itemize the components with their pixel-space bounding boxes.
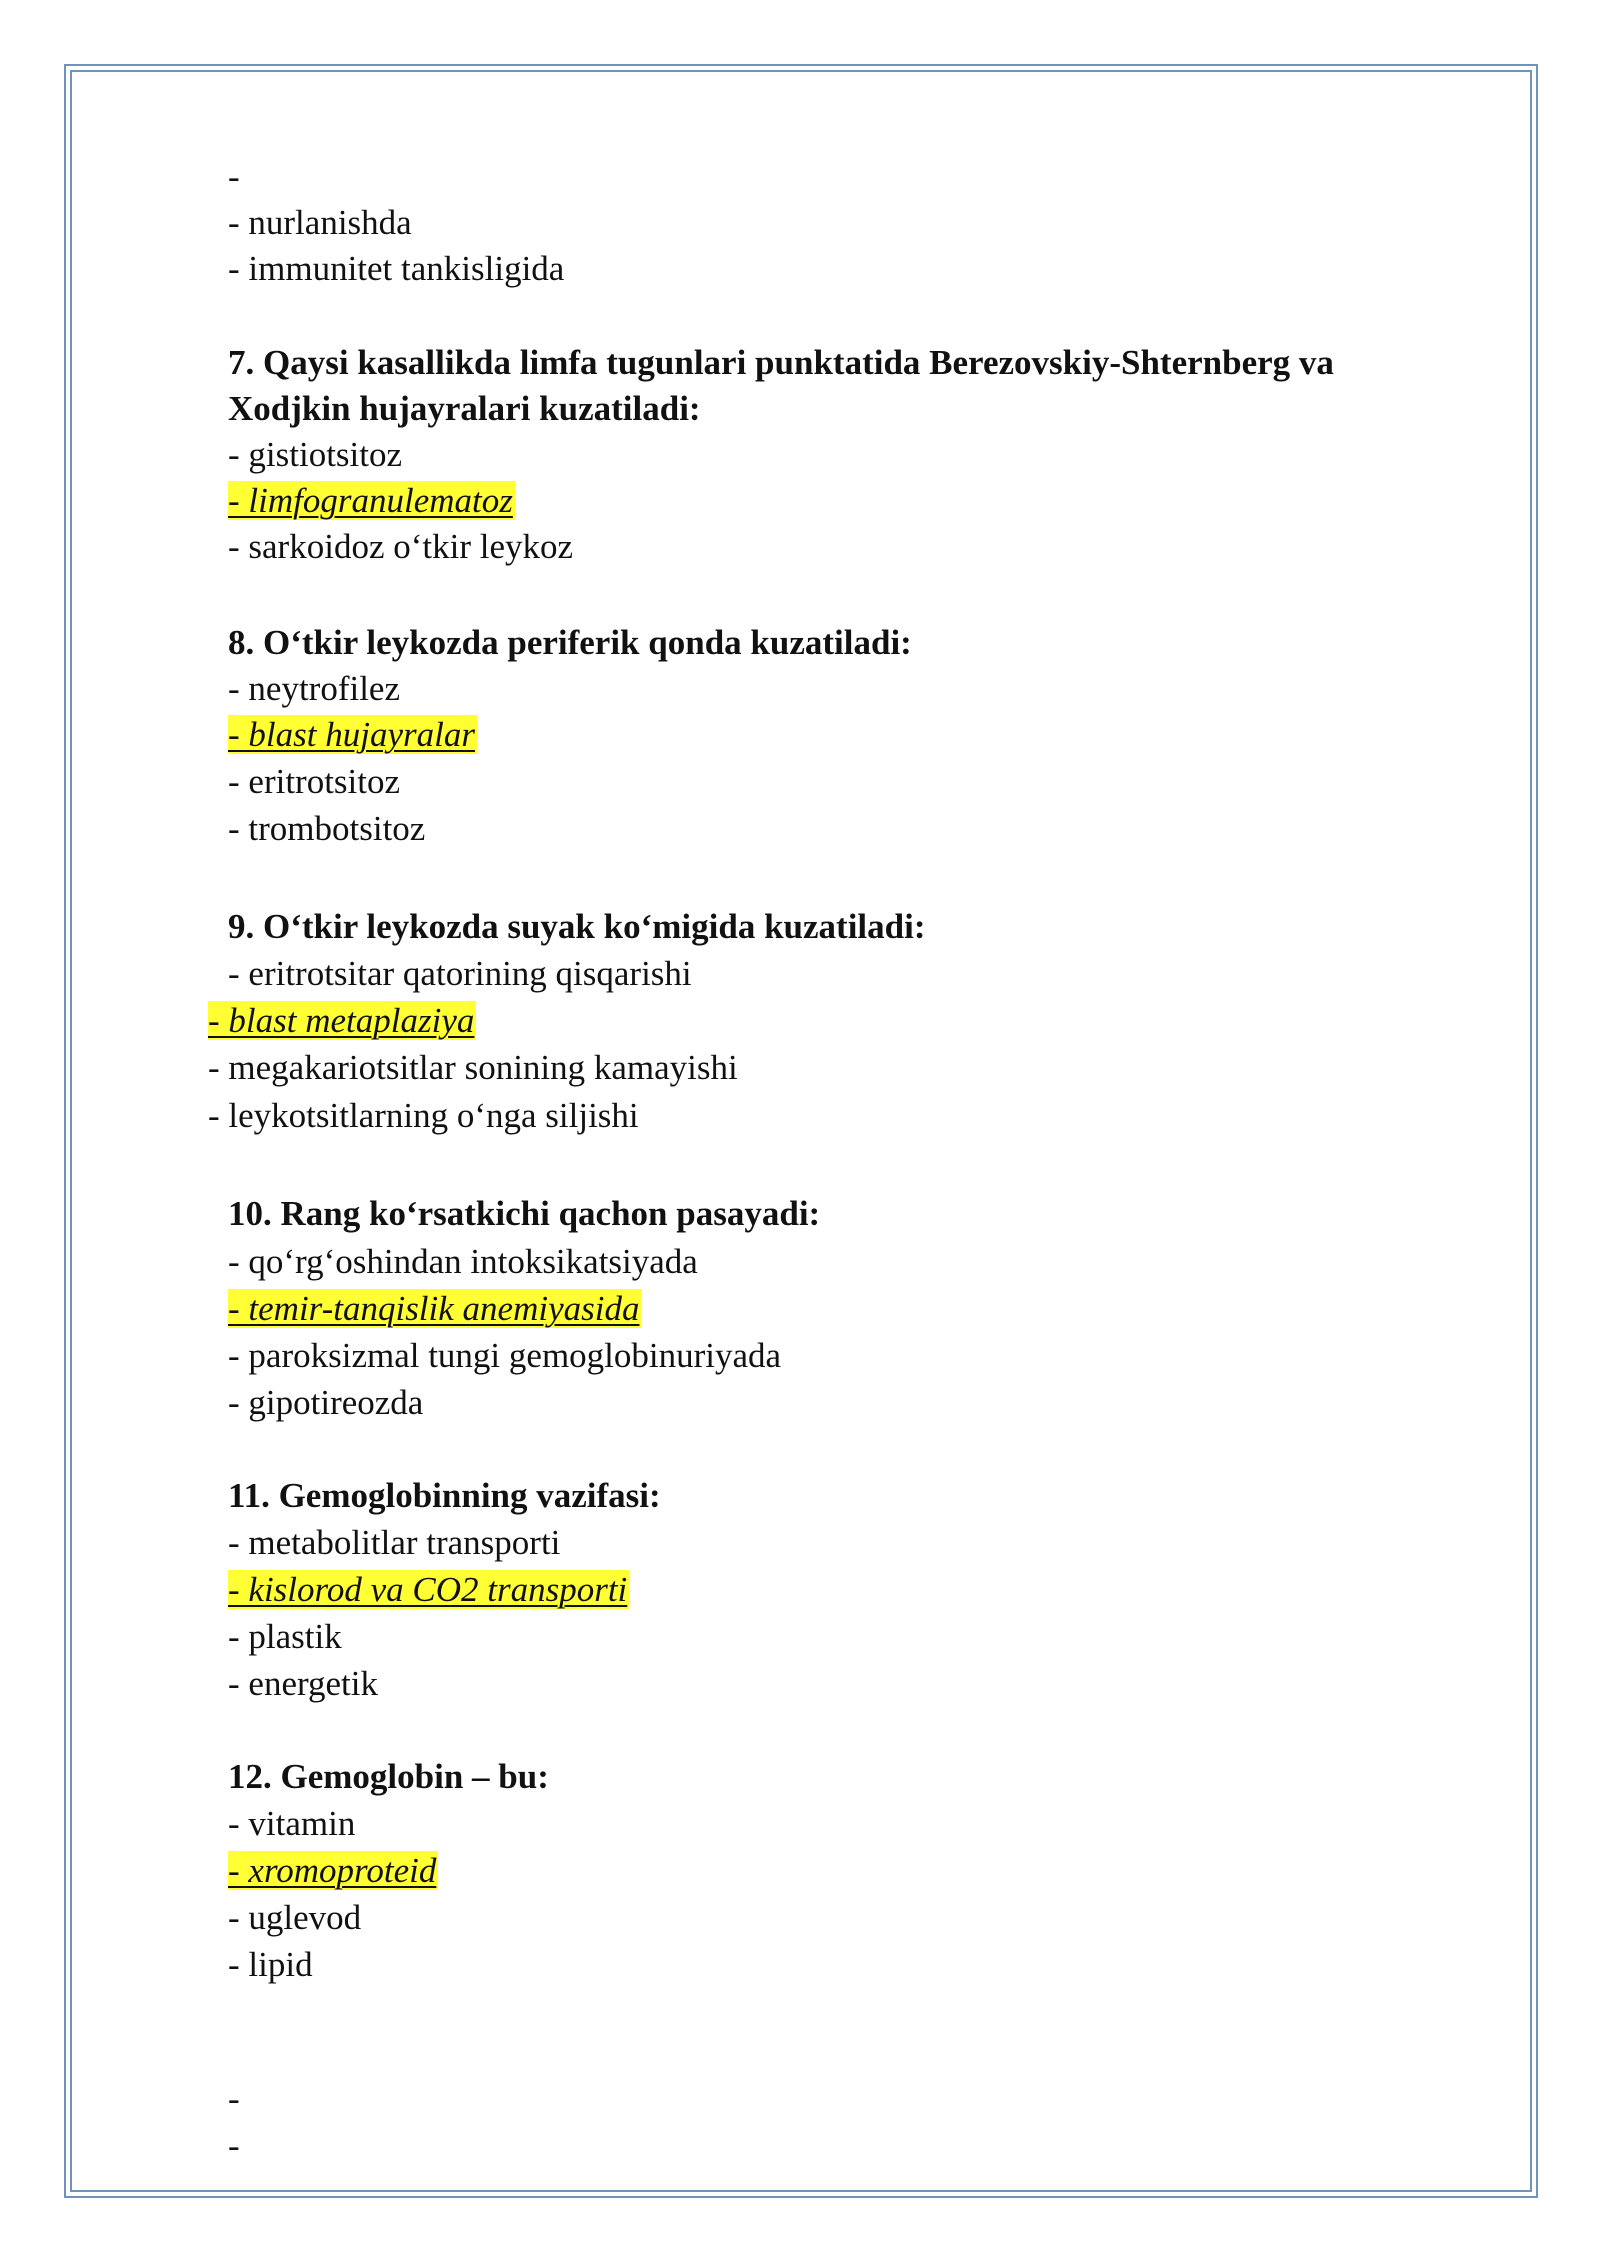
highlighted-answer: - blast hujayralar	[228, 715, 475, 754]
answer-option: - energetik	[228, 1664, 378, 1703]
answer-option: - eritrotsitar qatorining qisqarishi	[228, 954, 692, 993]
answer-option: - trombotsitoz	[228, 809, 426, 848]
answer-option: - sarkoidoz o‘tkir leykoz	[228, 527, 574, 566]
answer-option-correct	[228, 1288, 641, 1330]
answer-option-correct	[228, 480, 515, 522]
highlighted-answer: - temir-tanqislik anemiyasida	[228, 1289, 640, 1328]
intro-line: -	[228, 157, 240, 196]
answer-option: - vitamin	[228, 1804, 356, 1843]
answer-option: - gipotireozda	[228, 1383, 424, 1422]
answer-option: - neytrofilez	[228, 669, 400, 708]
answer-option: - qo‘rg‘oshindan intoksikatsiyada	[228, 1242, 698, 1281]
answer-option: - eritrotsitoz	[228, 762, 401, 801]
answer-option: - leykotsitlarning o‘nga siljishi	[208, 1096, 639, 1135]
question-title: Xodjkin hujayralari kuzatiladi:	[228, 389, 701, 428]
answer-option: - megakariotsitlar sonining kamayishi	[208, 1048, 738, 1087]
intro-line: - nurlanishda	[228, 203, 412, 242]
answer-option: - uglevod	[228, 1898, 362, 1937]
answer-option: - paroksizmal tungi gemoglobinuriyada	[228, 1336, 782, 1375]
answer-option-correct	[208, 1000, 476, 1042]
answer-option-correct	[228, 1569, 629, 1611]
answer-option: - gistiotsitoz	[228, 435, 403, 474]
question-title: 10. Rang ko‘rsatkichi qachon pasayadi:	[228, 1194, 821, 1233]
answer-option-correct	[228, 714, 477, 756]
question-title: 11. Gemoglobinning vazifasi:	[228, 1476, 661, 1515]
outro-line: -	[228, 2079, 240, 2118]
highlighted-answer: - blast metaplaziya	[208, 1001, 475, 1040]
highlighted-answer: - xromoproteid	[228, 1851, 437, 1890]
question-title: 12. Gemoglobin – bu:	[228, 1757, 549, 1796]
question-title: 7. Qaysi kasallikda limfa tugunlari punktatida Berezovskiy-Shternberg va	[228, 343, 1334, 382]
outro-line: -	[228, 2126, 240, 2165]
answer-option: - lipid	[228, 1945, 313, 1984]
highlighted-answer: - limfogranulematoz	[228, 481, 513, 520]
question-title: 8. O‘tkir leykozda periferik qonda kuzatiladi:	[228, 623, 912, 662]
answer-option: - metabolitlar transporti	[228, 1523, 561, 1562]
answer-option-correct	[228, 1850, 438, 1892]
answer-option: - plastik	[228, 1617, 342, 1656]
intro-line: - immunitet tankisligida	[228, 249, 565, 288]
question-title: 9. O‘tkir leykozda suyak ko‘migida kuzatiladi:	[228, 907, 926, 946]
highlighted-answer: - kislorod va CO2 transporti	[228, 1570, 628, 1609]
